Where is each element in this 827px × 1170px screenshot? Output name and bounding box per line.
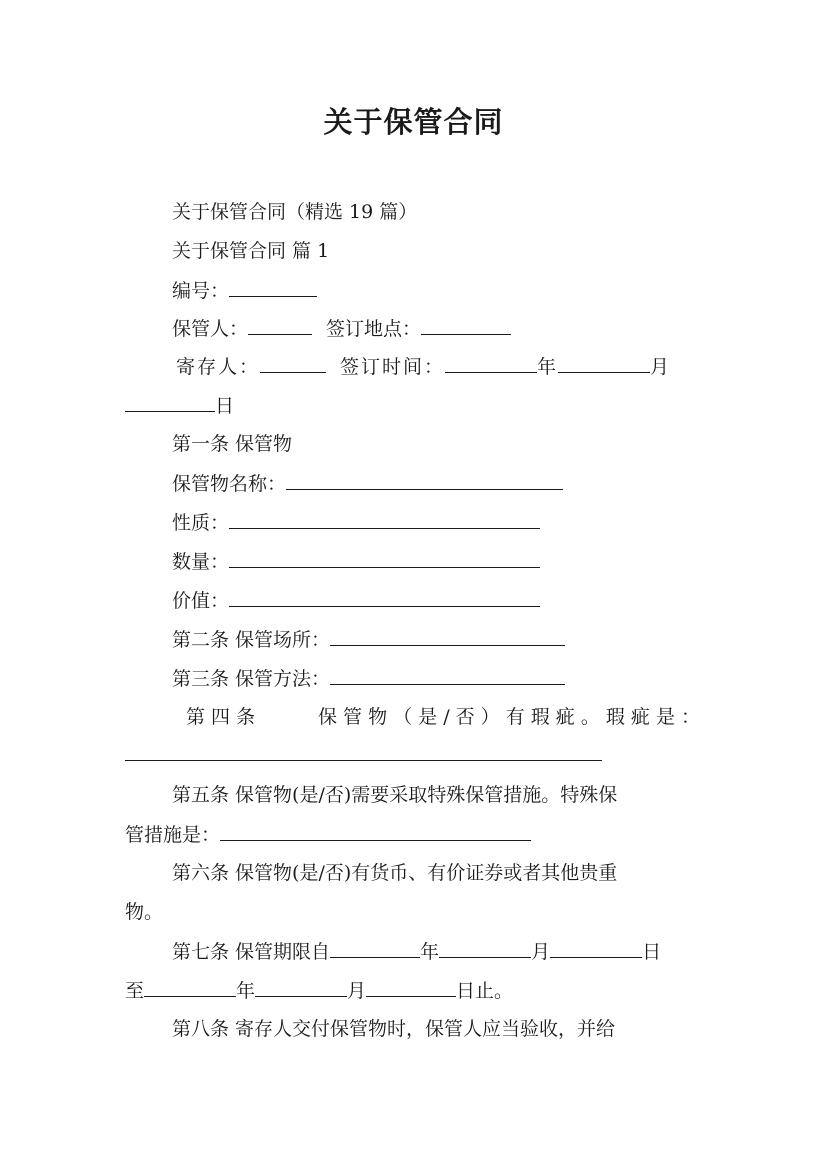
start-year-blank [330, 940, 420, 958]
signing-place-blank [421, 317, 511, 335]
signing-year-blank [445, 355, 537, 373]
value-line [172, 589, 540, 612]
contract-number-blank [229, 279, 317, 297]
day-label: 日 [642, 941, 662, 963]
storage-period-label: 第七条 保管期限自 [172, 941, 331, 963]
end-month-blank [255, 979, 347, 997]
signing-month-blank [558, 355, 650, 373]
custodian-label: 保管人： [172, 318, 249, 340]
article-7-line [172, 940, 661, 963]
storage-method-blank [330, 667, 565, 685]
article-3-line [172, 667, 565, 690]
to-label: 至 [125, 980, 145, 1002]
month-label: 月 [650, 356, 672, 378]
signing-place-label: 签订地点： [326, 318, 422, 340]
depositor-label: 寄存人： [176, 356, 261, 378]
nature-blank [229, 511, 540, 529]
depositor-blank [260, 355, 326, 373]
article-6-continued: 物。 [125, 901, 164, 923]
special-measures-blank [220, 823, 531, 841]
year-label: 年 [236, 980, 256, 1002]
storage-place-label: 第二条 保管场所： [172, 629, 331, 651]
quantity-blank [229, 550, 540, 568]
custodian-blank [248, 317, 312, 335]
day-end-label: 日止。 [456, 980, 514, 1002]
defect-blank-line [125, 743, 602, 766]
special-measures-line [125, 823, 531, 846]
value-label: 价值： [172, 590, 230, 612]
special-measures-label: 管措施是： [125, 824, 221, 846]
article-1-heading: 第一条 保管物 [172, 433, 293, 455]
item-name-blank [286, 472, 563, 490]
article-4-text: 保 管 物 （ 是 / 否 ） 有 瑕 疵 。 瑕 疵 是 ： [318, 706, 700, 728]
month-label: 月 [531, 941, 551, 963]
nature-label: 性质： [172, 512, 230, 534]
item-name-label: 保管物名称： [172, 473, 287, 495]
start-day-blank [550, 940, 642, 958]
article-8-line: 第八条 寄存人交付保管物时，保管人应当验收，并给 [172, 1018, 616, 1040]
item-name-line [172, 472, 563, 495]
storage-method-label: 第三条 保管方法： [172, 668, 331, 690]
subtitle: 关于保管合同（精选 19 篇） [172, 201, 418, 223]
document-title: 关于保管合同 [323, 105, 504, 139]
article-6-line: 第六条 保管物(是/否)有货币、有价证券或者其他贵重 [172, 862, 618, 884]
day-label: 日 [215, 395, 235, 417]
end-day-blank [366, 979, 456, 997]
article-4-line [186, 706, 700, 728]
article-4-number: 第 四 条 [186, 706, 256, 728]
section-heading: 关于保管合同 篇 1 [172, 240, 330, 262]
year-label: 年 [420, 941, 440, 963]
quantity-line [172, 550, 540, 573]
article-2-line [172, 628, 565, 651]
article-5-line: 第五条 保管物(是/否)需要采取特殊保管措施。特殊保 [172, 784, 618, 806]
nature-line [172, 511, 540, 534]
defect-blank [125, 743, 602, 761]
signing-day-line [125, 394, 234, 417]
end-year-blank [144, 979, 236, 997]
month-label: 月 [347, 980, 367, 1002]
custodian-line [172, 317, 511, 340]
quantity-label: 数量： [172, 551, 230, 573]
signing-day-blank [125, 394, 215, 412]
contract-number-label: 编号： [172, 280, 230, 302]
year-label: 年 [537, 356, 559, 378]
contract-number-line [172, 279, 317, 302]
article-7-end-line [125, 979, 513, 1002]
storage-place-blank [330, 628, 565, 646]
start-month-blank [439, 940, 531, 958]
depositor-line [176, 355, 671, 378]
signing-time-label: 签订时间： [340, 356, 446, 378]
value-blank [229, 589, 540, 607]
